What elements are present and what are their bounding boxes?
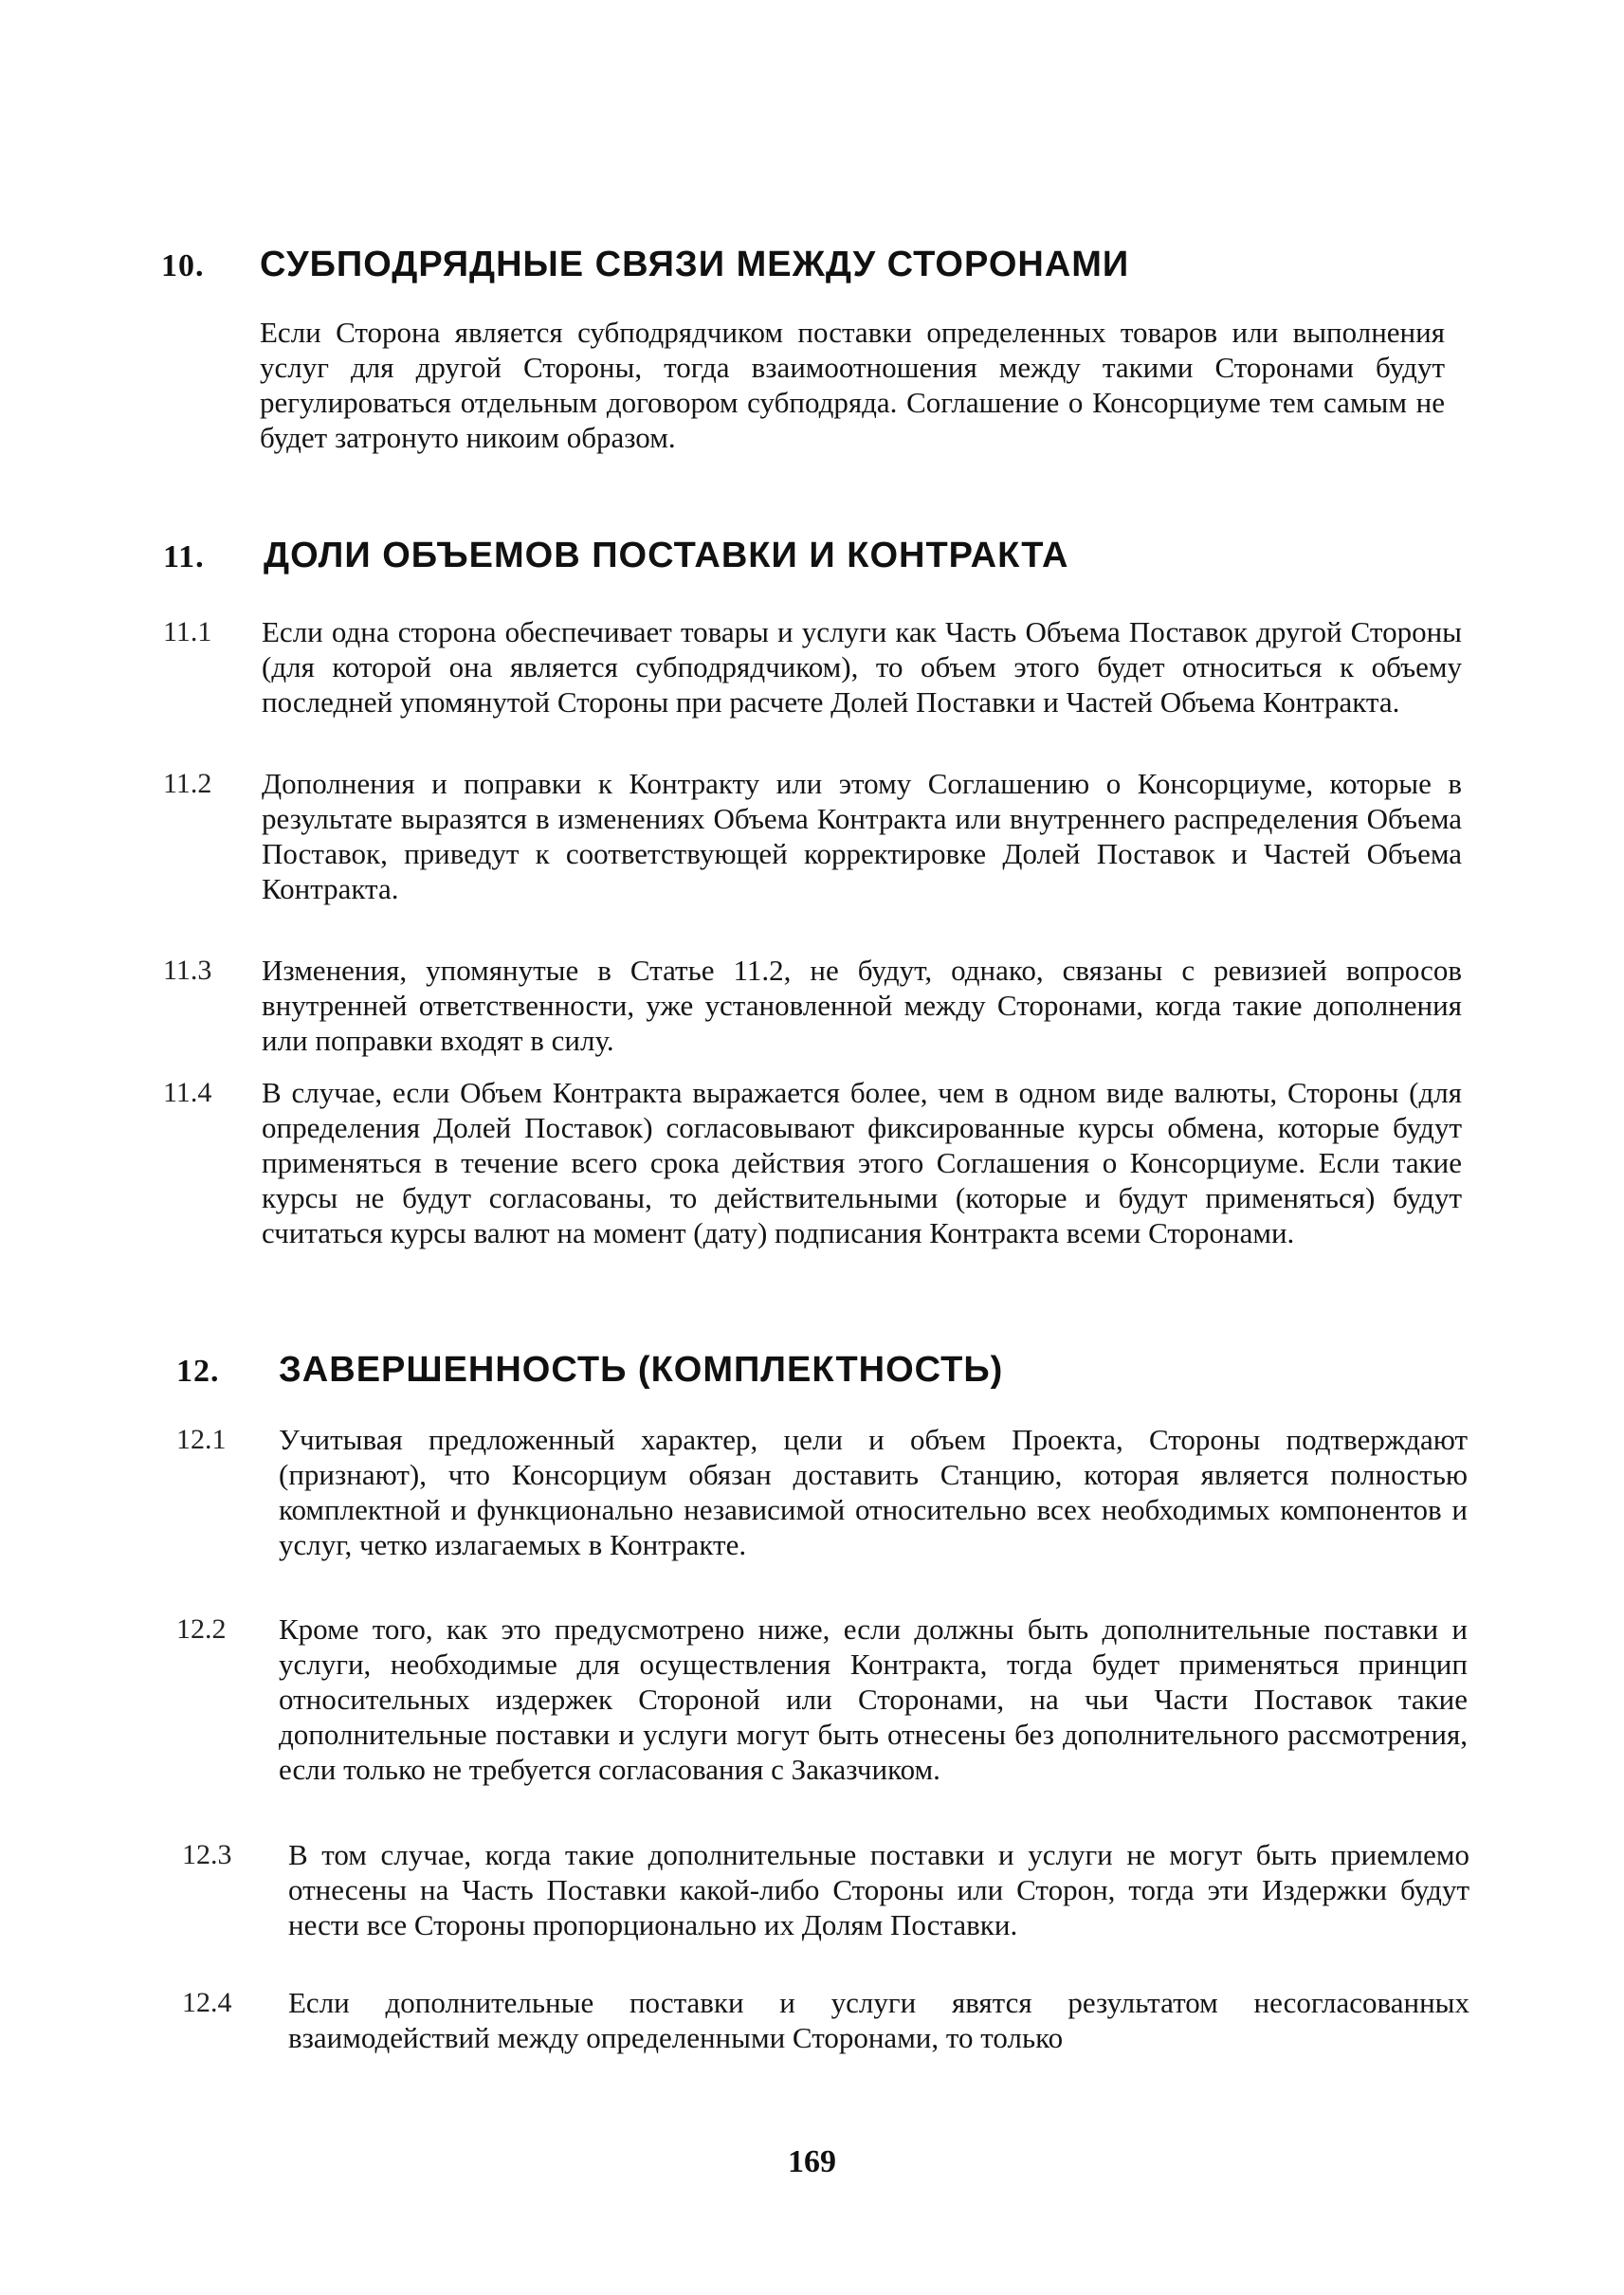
section-number: 12. (176, 1354, 220, 1389)
clause-text: Если дополнительные поставки и услуги явятся результатом несогласованных взаимодействий между определенными Сторонами, то только (288, 1986, 1469, 2054)
section-11-heading (163, 536, 1069, 576)
clause-number: 11.1 (163, 616, 212, 647)
clause-12-3 (182, 1837, 1473, 1942)
clause-11-3 (163, 953, 1462, 1058)
section-number: 10. (161, 248, 205, 283)
clause-text: В случае, если Объем Контракта выражается более, чем в одном виде валюты, Стороны (для определения Долей Поставок) согласовывают фиксированные курсы обмена, которые будут применяться в течение всего срока действия этого Соглашения о Консорциуме. Если такие курсы не будут согласованы, то действительными (которые и будут применяться) будут считаться курсы валют на момент (дату) подписания Контракта всеми Сторонами. (262, 1076, 1462, 1249)
clause-11-1 (163, 614, 1462, 719)
section-title: ЗАВЕРШЕННОСТЬ (КОМПЛЕКТНОСТЬ) (279, 1350, 1004, 1390)
section-title: СУБПОДРЯДНЫЕ СВЯЗИ МЕЖДУ СТОРОНАМИ (260, 245, 1130, 284)
clause-12-2 (176, 1612, 1468, 1787)
clause-number: 12.3 (182, 1839, 232, 1870)
clause-11-2 (163, 766, 1462, 906)
section-number: 11. (163, 539, 205, 574)
clause-number: 12.1 (176, 1424, 227, 1455)
section-title: ДОЛИ ОБЪЕМОВ ПОСТАВКИ И КОНТРАКТА (264, 536, 1069, 575)
clause-text: Учитывая предложенный характер, цели и объем Проекта, Стороны подтверждают (признают), что Консорциум обязан доставить Станцию, которая является полностью комплектной и функционально независимой относительно всех необходимых компонентов и услуг, четко излагаемых в Контракте. (279, 1423, 1468, 1561)
clause-number: 11.3 (163, 955, 212, 986)
section-12-heading (176, 1350, 1003, 1391)
clause-number: 12.4 (182, 1987, 232, 2018)
page-number: 169 (788, 2144, 836, 2179)
clause-text: Кроме того, как это предусмотрено ниже, если должны быть дополнительные поставки и услуги, необходимые для осуществления Контракта, тогда будет применяться принцип относительных издержек Стороной или Сторонами, на чьи Части Поставок такие дополнительные поставки и услуги могут быть отнесены без дополнительного рассмотрения, если только не требуется согласования с Заказчиком. (279, 1612, 1468, 1786)
clause-text: Если одна сторона обеспечивает товары и услуги как Часть Объема Поставок другой Стороны (для которой она является субподрядчиком), то объем этого будет относиться к объему последней упомянутой Стороны при расчете Долей Поставки и Частей Объема Контракта. (262, 615, 1462, 719)
clause-number: 11.4 (163, 1077, 212, 1108)
paragraph: Если Сторона является субподрядчиком поставки определенных товаров или выполнения услуг для другой Стороны, тогда взаимоотношения между такими Сторонами будут регулироваться отдельным договором субподряда. Соглашение о Консорциуме тем самым не будет затронуто никоим образом. (260, 316, 1445, 454)
section-10-body (260, 315, 1445, 455)
clause-12-4 (182, 1985, 1473, 2055)
clause-12-1 (176, 1422, 1468, 1562)
clause-number: 11.2 (163, 768, 212, 799)
clause-text: В том случае, когда такие дополнительные поставки и услуги не могут быть приемлемо отнесены на Часть Поставки какой-либо Стороны или Сторон, тогда эти Издержки будут нести все Стороны пропорционально их Долям Поставки. (288, 1838, 1469, 1941)
clause-text: Дополнения и поправки к Контракту или этому Соглашению о Консорциуме, которые в результате выразятся в изменениях Объема Контракта или внутреннего распределения Объема Поставок, приведут к соответствующей корректировке Долей Поставок и Частей Объема Контракта. (262, 767, 1462, 905)
clause-number: 12.2 (176, 1613, 227, 1645)
clause-11-4 (163, 1075, 1462, 1250)
clause-text: Изменения, упомянутые в Статье 11.2, не будут, однако, связаны с ревизией вопросов внутренней ответственности, уже установленной между Сторонами, когда такие дополнения или поправки входят в силу. (262, 954, 1462, 1057)
section-10-heading (161, 245, 1129, 285)
